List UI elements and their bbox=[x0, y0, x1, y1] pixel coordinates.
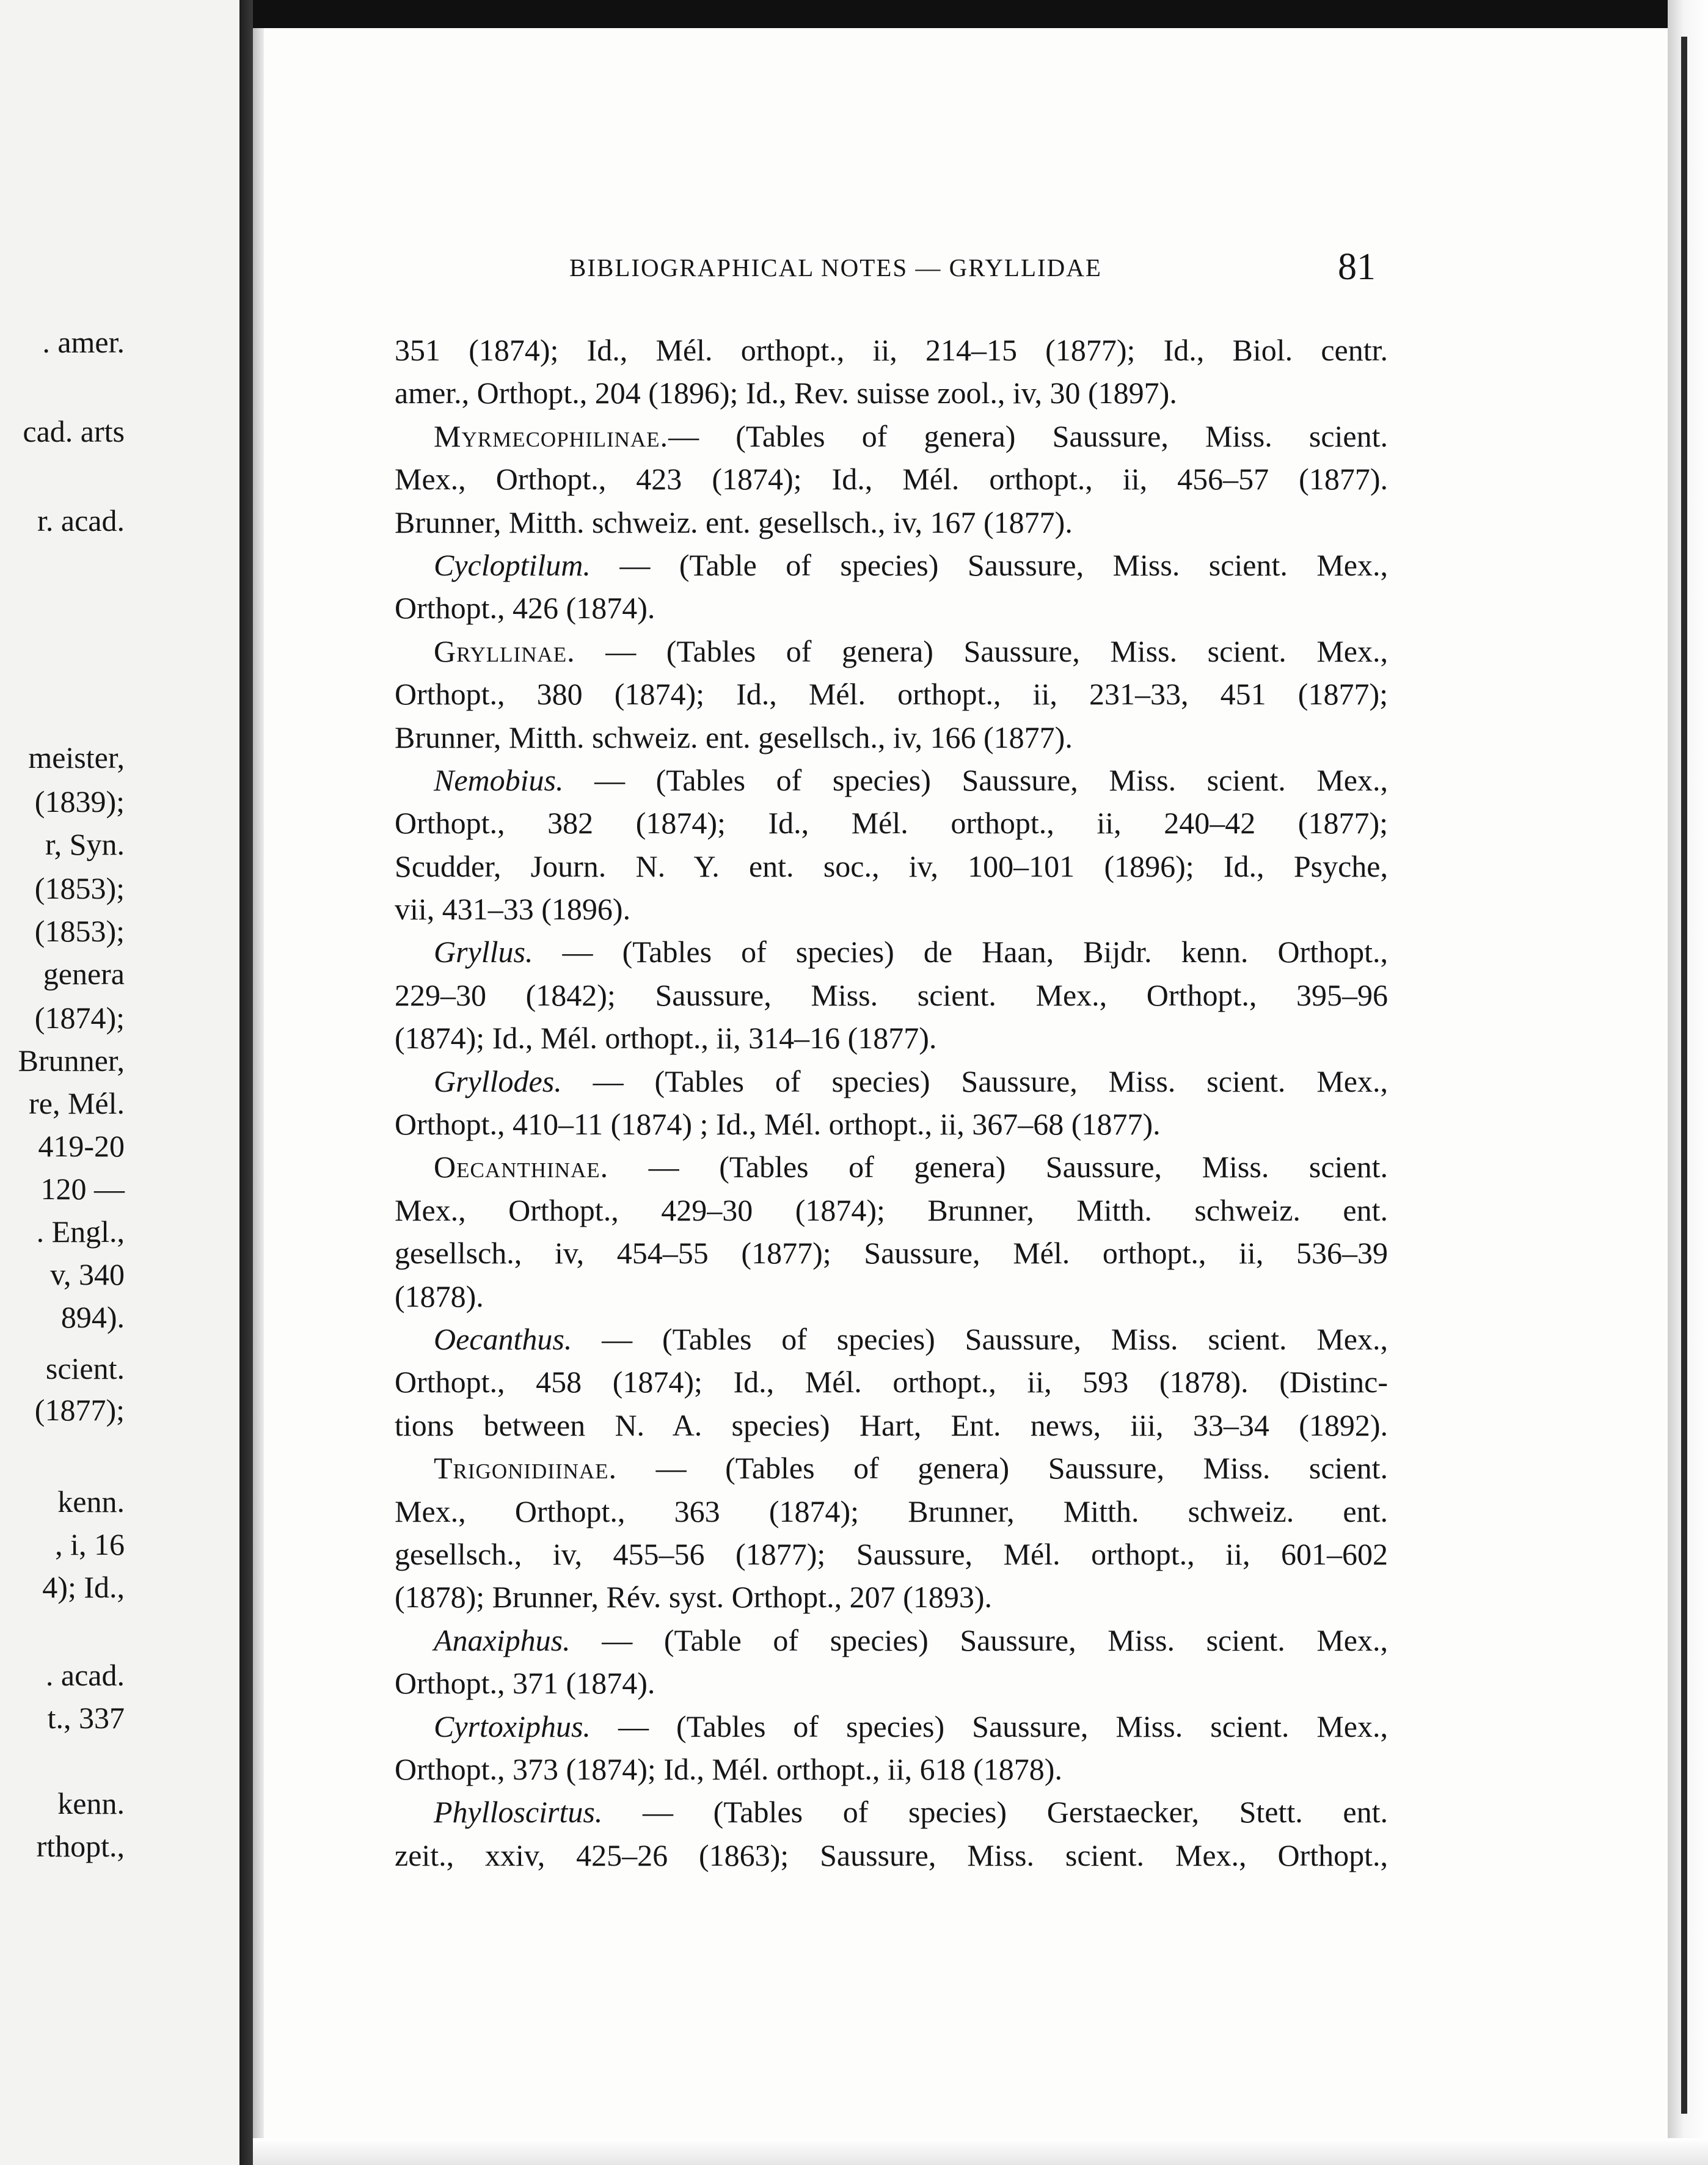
entry-line bbox=[395, 974, 1388, 1017]
citation-text: zeit., xxiv, 425–26 (1863); Saussure, Miss. scient. Mex., Orthopt., bbox=[395, 1838, 1388, 1872]
entry-line bbox=[395, 1360, 1388, 1403]
entry-line bbox=[395, 1575, 1388, 1618]
entry-first-line bbox=[395, 1791, 1388, 1833]
entry-line bbox=[395, 1834, 1388, 1877]
citation-text: Orthopt., 426 (1874). bbox=[395, 591, 655, 626]
citation-text: 229–30 (1842); Saussure, Miss. scient. Mex., Orthopt., 395–96 bbox=[395, 977, 1388, 1012]
facing-page-text-fragment: meister, bbox=[28, 740, 125, 775]
citation-text: tions between N. A. species) Hart, Ent. news, iii, 33–34 (1892). bbox=[395, 1407, 1388, 1442]
facing-page-text-fragment: scient. bbox=[45, 1351, 125, 1386]
citation-text: Brunner, Mitth. schweiz. ent. gesellsch., iv, 167 (1877). bbox=[395, 505, 1073, 539]
facing-page-text-fragment: re, Mél. bbox=[29, 1086, 125, 1120]
citation-text: — (Tables of genera) Saussure, Miss. scient. Mex., bbox=[575, 633, 1388, 668]
entry-line bbox=[395, 586, 1388, 629]
facing-page-text-fragment: . acad. bbox=[45, 1658, 125, 1692]
page-bottom-shade bbox=[253, 2138, 1708, 2165]
citation-text: — (Table of species) Saussure, Miss. scient. Mex., bbox=[590, 547, 1388, 582]
entry-line bbox=[395, 1189, 1388, 1232]
page-edge-rule bbox=[1681, 37, 1687, 2114]
entry-first-line bbox=[395, 1619, 1388, 1662]
entry-line bbox=[395, 845, 1388, 888]
citation-text: (1874); Id., Mél. orthopt., ii, 314–16 (1877). bbox=[395, 1021, 937, 1056]
facing-page-text-fragment: v, 340 bbox=[50, 1257, 125, 1291]
citation-text: Orthopt., 410–11 (1874) ; Id., Mél. orthopt., ii, 367–68 (1877). bbox=[395, 1107, 1161, 1142]
facing-page-text-fragment: 4); Id., bbox=[42, 1570, 125, 1604]
facing-page-text-fragment: rthopt., bbox=[36, 1829, 125, 1863]
entry-line bbox=[395, 673, 1388, 715]
bibliography-body bbox=[395, 329, 1388, 1877]
entry-line bbox=[395, 1490, 1388, 1533]
facing-page-fragment bbox=[0, 0, 239, 2165]
entry-line bbox=[395, 501, 1388, 544]
genus-heading: Gryllus. bbox=[434, 935, 533, 969]
entry-first-line bbox=[395, 1318, 1388, 1360]
citation-text: (1878); Brunner, Rév. syst. Orthopt., 207 (1893). bbox=[395, 1580, 992, 1615]
genus-heading: Gryllodes. bbox=[434, 1064, 562, 1098]
genus-heading: Anaxiphus. bbox=[434, 1623, 571, 1657]
entry-first-line bbox=[395, 1060, 1388, 1103]
page-number: 81 bbox=[1338, 246, 1376, 288]
citation-text: Mex., Orthopt., 423 (1874); Id., Mél. orthopt., ii, 456–57 (1877). bbox=[395, 462, 1388, 497]
citation-text: — (Tables of species) Saussure, Miss. scient. Mex., bbox=[590, 1709, 1388, 1743]
citation-text: — (Tables of species) Saussure, Miss. scient. Mex., bbox=[563, 762, 1388, 797]
citation-text: — (Tables of species) Saussure, Miss. scient. Mex., bbox=[561, 1064, 1388, 1098]
citation-text: — (Tables of species) Saussure, Miss. scient. Mex., bbox=[572, 1321, 1388, 1356]
facing-page-text-fragment: , i, 16 bbox=[55, 1527, 125, 1561]
citation-text: — (Tables of genera) Saussure, Miss. scient. bbox=[617, 1451, 1388, 1486]
citation-text: Orthopt., 382 (1874); Id., Mél. orthopt., ii, 240–42 (1877); bbox=[395, 806, 1388, 841]
facing-page-text-fragment: (1853); bbox=[34, 871, 125, 905]
scan-top-border bbox=[253, 0, 1708, 28]
facing-page-text-fragment: . amer. bbox=[42, 325, 125, 359]
entry-line bbox=[395, 716, 1388, 759]
entry-line bbox=[395, 801, 1388, 844]
citation-text: gesellsch., iv, 455–56 (1877); Saussure, Mél. orthopt., ii, 601–602 bbox=[395, 1536, 1388, 1571]
facing-page-text-fragment: (1877); bbox=[34, 1393, 125, 1427]
entry-line bbox=[395, 1533, 1388, 1575]
citation-text: Brunner, Mitth. schweiz. ent. gesellsch., iv, 166 (1877). bbox=[395, 720, 1073, 754]
entry-first-line bbox=[395, 544, 1388, 586]
genus-heading: Nemobius. bbox=[434, 762, 564, 797]
entry-first-line bbox=[395, 759, 1388, 801]
page-right-edge bbox=[1668, 0, 1708, 2165]
page-gutter-shadow bbox=[239, 0, 253, 2165]
facing-page-text-fragment: (1839); bbox=[34, 784, 125, 819]
facing-page-text-fragment: r. acad. bbox=[37, 503, 125, 538]
entry-line bbox=[395, 1232, 1388, 1274]
entry-first-line bbox=[395, 630, 1388, 673]
genus-heading: Cycloptilum. bbox=[434, 547, 591, 582]
citation-text: Mex., Orthopt., 429–30 (1874); Brunner, Mitth. schweiz. ent. bbox=[395, 1192, 1388, 1227]
entry-first-line bbox=[395, 1705, 1388, 1748]
page-gutter bbox=[253, 0, 264, 2165]
genus-heading: Oecanthus. bbox=[434, 1321, 572, 1356]
citation-text: — (Tables of genera) Saussure, Miss. scient. bbox=[608, 1150, 1388, 1185]
facing-page-text-fragment: cad. arts bbox=[23, 414, 125, 448]
entry-line bbox=[395, 1748, 1388, 1791]
facing-page-text-fragment: genera bbox=[43, 957, 125, 991]
entry-line bbox=[395, 1103, 1388, 1145]
entry-line bbox=[395, 329, 1388, 371]
facing-page-text-fragment: t., 337 bbox=[47, 1701, 125, 1735]
entry-line bbox=[395, 1662, 1388, 1704]
subfamily-heading: Trigonidiinae. bbox=[434, 1451, 618, 1486]
entry-line bbox=[395, 1404, 1388, 1447]
facing-page-text-fragment: 120 — bbox=[40, 1172, 125, 1206]
facing-page-text-fragment: r, Syn. bbox=[45, 827, 125, 861]
citation-text: Orthopt., 380 (1874); Id., Mél. orthopt., ii, 231–33, 451 (1877); bbox=[395, 677, 1388, 712]
citation-text: Scudder, Journ. N. Y. ent. soc., iv, 100–101 (1896); Id., Psyche, bbox=[395, 849, 1388, 883]
running-head: BIBLIOGRAPHICAL NOTES — GRYLLIDAE bbox=[569, 254, 1102, 282]
citation-text: vii, 431–33 (1896). bbox=[395, 892, 631, 927]
facing-page-text-fragment: Brunner, bbox=[18, 1043, 125, 1078]
citation-text: — (Tables of species) de Haan, Bijdr. kenn. Orthopt., bbox=[533, 935, 1388, 969]
subfamily-heading: Myrmecophilinae. bbox=[434, 418, 669, 453]
entry-line bbox=[395, 371, 1388, 414]
citation-text: Mex., Orthopt., 363 (1874); Brunner, Mitth. schweiz. ent. bbox=[395, 1494, 1388, 1528]
facing-page-text-fragment: (1853); bbox=[34, 914, 125, 948]
genus-heading: Phylloscirtus. bbox=[434, 1795, 603, 1830]
subfamily-heading: Gryllinae. bbox=[434, 633, 575, 668]
entry-first-line bbox=[395, 930, 1388, 973]
subfamily-heading: Oecanthinae. bbox=[434, 1150, 609, 1185]
entry-first-line bbox=[395, 415, 1388, 458]
citation-text: gesellsch., iv, 454–55 (1877); Saussure, Mél. orthopt., ii, 536–39 bbox=[395, 1236, 1388, 1271]
citation-text: — (Table of species) Saussure, Miss. scient. Mex., bbox=[570, 1623, 1388, 1657]
citation-text: Orthopt., 458 (1874); Id., Mél. orthopt., ii, 593 (1878). (Distinc- bbox=[395, 1365, 1388, 1400]
facing-page-text-fragment: kenn. bbox=[57, 1786, 125, 1820]
facing-page-text-fragment: 894). bbox=[60, 1300, 125, 1334]
citation-text: — (Tables of genera) Saussure, Miss. scient. bbox=[668, 418, 1388, 453]
entry-line bbox=[395, 458, 1388, 500]
citation-text: 351 (1874); Id., Mél. orthopt., ii, 214–15 (1877); Id., Biol. centr. bbox=[395, 333, 1388, 367]
facing-page-text-fragment: 419-20 bbox=[38, 1129, 125, 1163]
entry-first-line bbox=[395, 1447, 1388, 1489]
citation-text: Orthopt., 371 (1874). bbox=[395, 1666, 655, 1701]
facing-page-text-fragment: . Engl., bbox=[36, 1214, 125, 1249]
citation-text: (1878). bbox=[395, 1279, 484, 1313]
citation-text: amer., Orthopt., 204 (1896); Id., Rev. suisse zool., iv, 30 (1897). bbox=[395, 376, 1177, 411]
facing-page-text-fragment: kenn. bbox=[57, 1484, 125, 1519]
citation-text: Orthopt., 373 (1874); Id., Mél. orthopt., ii, 618 (1878). bbox=[395, 1751, 1062, 1786]
citation-text: — (Tables of species) Gerstaecker, Stett. ent. bbox=[602, 1795, 1388, 1830]
facing-page-text-fragment: (1874); bbox=[34, 1001, 125, 1035]
entry-line bbox=[395, 888, 1388, 930]
entry-line bbox=[395, 1017, 1388, 1059]
genus-heading: Cyrtoxiphus. bbox=[434, 1709, 591, 1743]
entry-first-line bbox=[395, 1145, 1388, 1188]
entry-line bbox=[395, 1275, 1388, 1318]
